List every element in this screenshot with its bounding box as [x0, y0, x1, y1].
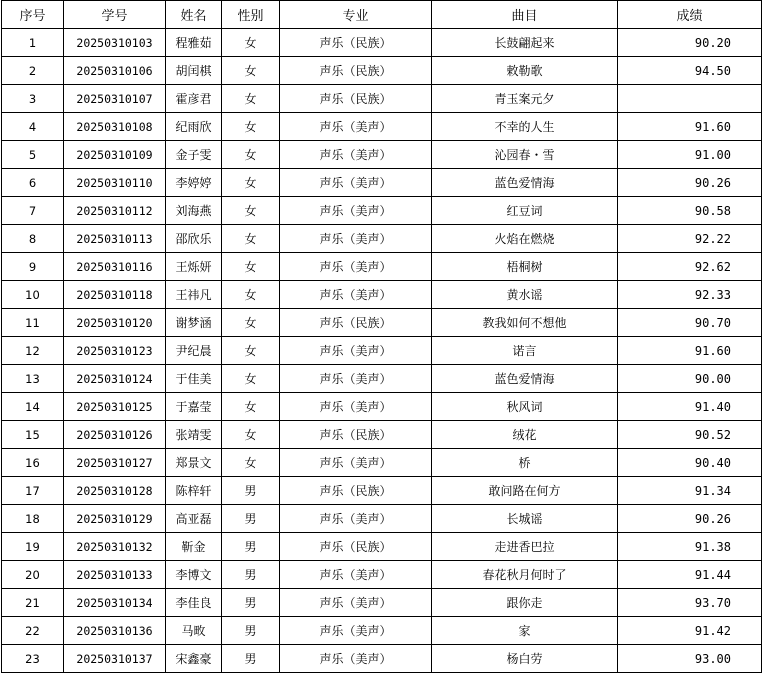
cell-index: 8 [2, 225, 64, 253]
cell-name: 李博文 [166, 561, 222, 589]
cell-major: 声乐（美声） [280, 449, 432, 477]
cell-score: 91.40 [618, 393, 762, 421]
table-row [2, 477, 762, 505]
header-piece: 曲目 [432, 1, 618, 29]
cell-student-id: 20250310126 [64, 421, 166, 449]
cell-score: 91.60 [618, 113, 762, 141]
cell-student-id: 20250310108 [64, 113, 166, 141]
header-index: 序号 [2, 1, 64, 29]
cell-index: 16 [2, 449, 64, 477]
cell-gender: 女 [222, 449, 280, 477]
cell-index: 4 [2, 113, 64, 141]
cell-student-id: 20250310113 [64, 225, 166, 253]
cell-score: 94.50 [618, 57, 762, 85]
cell-student-id: 20250310123 [64, 337, 166, 365]
cell-major: 声乐（美声） [280, 505, 432, 533]
cell-piece: 沁园春・雪 [432, 141, 618, 169]
cell-gender: 女 [222, 365, 280, 393]
cell-major: 声乐（美声） [280, 197, 432, 225]
cell-index: 2 [2, 57, 64, 85]
cell-piece: 长城谣 [432, 505, 618, 533]
cell-piece: 黄水谣 [432, 281, 618, 309]
cell-name: 邵欣乐 [166, 225, 222, 253]
table-row [2, 337, 762, 365]
cell-student-id: 20250310129 [64, 505, 166, 533]
cell-name: 张靖雯 [166, 421, 222, 449]
cell-gender: 女 [222, 253, 280, 281]
cell-name: 霍彦君 [166, 85, 222, 113]
table-row [2, 169, 762, 197]
cell-score: 90.20 [618, 29, 762, 57]
cell-major: 声乐（美声） [280, 253, 432, 281]
cell-score: 92.33 [618, 281, 762, 309]
cell-major: 声乐（民族） [280, 29, 432, 57]
cell-student-id: 20250310120 [64, 309, 166, 337]
cell-name: 王祎凡 [166, 281, 222, 309]
cell-student-id: 20250310137 [64, 645, 166, 673]
cell-piece: 家 [432, 617, 618, 645]
cell-index: 20 [2, 561, 64, 589]
cell-gender: 男 [222, 533, 280, 561]
cell-score: 91.42 [618, 617, 762, 645]
cell-piece: 火焰在燃烧 [432, 225, 618, 253]
cell-score: 90.58 [618, 197, 762, 225]
cell-index: 23 [2, 645, 64, 673]
cell-student-id: 20250310136 [64, 617, 166, 645]
cell-student-id: 20250310128 [64, 477, 166, 505]
cell-index: 12 [2, 337, 64, 365]
score-table [1, 0, 762, 673]
table-row [2, 365, 762, 393]
cell-score [618, 85, 762, 113]
cell-score: 90.52 [618, 421, 762, 449]
cell-piece: 秋风词 [432, 393, 618, 421]
cell-student-id: 20250310127 [64, 449, 166, 477]
table-row [2, 421, 762, 449]
cell-piece: 青玉案元夕 [432, 85, 618, 113]
cell-piece: 敕勒歌 [432, 57, 618, 85]
cell-score: 92.22 [618, 225, 762, 253]
cell-index: 9 [2, 253, 64, 281]
cell-major: 声乐（美声） [280, 113, 432, 141]
cell-major: 声乐（美声） [280, 393, 432, 421]
cell-student-id: 20250310132 [64, 533, 166, 561]
cell-name: 王烁妍 [166, 253, 222, 281]
table-row [2, 561, 762, 589]
cell-name: 金子雯 [166, 141, 222, 169]
cell-piece: 跟你走 [432, 589, 618, 617]
cell-gender: 女 [222, 141, 280, 169]
cell-index: 5 [2, 141, 64, 169]
cell-major: 声乐（美声） [280, 645, 432, 673]
cell-piece: 敢问路在何方 [432, 477, 618, 505]
cell-gender: 女 [222, 421, 280, 449]
cell-name: 尹纪晨 [166, 337, 222, 365]
table-row [2, 645, 762, 673]
table-row [2, 113, 762, 141]
cell-index: 22 [2, 617, 64, 645]
cell-major: 声乐（美声） [280, 141, 432, 169]
cell-student-id: 20250310116 [64, 253, 166, 281]
table-row [2, 449, 762, 477]
cell-score: 91.38 [618, 533, 762, 561]
cell-gender: 男 [222, 477, 280, 505]
cell-student-id: 20250310124 [64, 365, 166, 393]
table-row [2, 253, 762, 281]
cell-index: 18 [2, 505, 64, 533]
cell-name: 于佳美 [166, 365, 222, 393]
cell-student-id: 20250310103 [64, 29, 166, 57]
table-row [2, 225, 762, 253]
table-row [2, 589, 762, 617]
cell-gender: 女 [222, 113, 280, 141]
table-row [2, 29, 762, 57]
cell-index: 3 [2, 85, 64, 113]
cell-name: 李婷婷 [166, 169, 222, 197]
cell-student-id: 20250310109 [64, 141, 166, 169]
cell-major: 声乐（美声） [280, 589, 432, 617]
cell-major: 声乐（美声） [280, 169, 432, 197]
cell-major: 声乐（民族） [280, 85, 432, 113]
header-row [2, 1, 762, 29]
cell-major: 声乐（美声） [280, 337, 432, 365]
cell-score: 91.60 [618, 337, 762, 365]
cell-name: 纪雨欣 [166, 113, 222, 141]
cell-major: 声乐（民族） [280, 57, 432, 85]
cell-gender: 女 [222, 225, 280, 253]
cell-index: 11 [2, 309, 64, 337]
cell-name: 郑景文 [166, 449, 222, 477]
cell-major: 声乐（美声） [280, 281, 432, 309]
cell-piece: 桥 [432, 449, 618, 477]
cell-name: 于嘉莹 [166, 393, 222, 421]
table-row [2, 617, 762, 645]
cell-gender: 女 [222, 393, 280, 421]
cell-name: 刘海燕 [166, 197, 222, 225]
cell-gender: 男 [222, 505, 280, 533]
cell-student-id: 20250310112 [64, 197, 166, 225]
table-body [2, 29, 762, 673]
cell-student-id: 20250310133 [64, 561, 166, 589]
cell-gender: 男 [222, 561, 280, 589]
cell-major: 声乐（美声） [280, 617, 432, 645]
cell-gender: 女 [222, 169, 280, 197]
table-row [2, 309, 762, 337]
cell-major: 声乐（民族） [280, 477, 432, 505]
cell-score: 90.40 [618, 449, 762, 477]
cell-major: 声乐（民族） [280, 421, 432, 449]
cell-piece: 长鼓翩起来 [432, 29, 618, 57]
cell-gender: 男 [222, 589, 280, 617]
cell-index: 10 [2, 281, 64, 309]
table-row [2, 393, 762, 421]
cell-index: 7 [2, 197, 64, 225]
table-row [2, 281, 762, 309]
table-row [2, 197, 762, 225]
cell-student-id: 20250310107 [64, 85, 166, 113]
table-row [2, 141, 762, 169]
cell-gender: 女 [222, 281, 280, 309]
cell-piece: 红豆词 [432, 197, 618, 225]
cell-major: 声乐（民族） [280, 309, 432, 337]
cell-gender: 男 [222, 645, 280, 673]
cell-score: 90.70 [618, 309, 762, 337]
cell-major: 声乐（美声） [280, 225, 432, 253]
cell-piece: 绒花 [432, 421, 618, 449]
header-student-id: 学号 [64, 1, 166, 29]
cell-score: 91.34 [618, 477, 762, 505]
header-gender: 性别 [222, 1, 280, 29]
cell-gender: 女 [222, 85, 280, 113]
cell-index: 19 [2, 533, 64, 561]
cell-score: 90.26 [618, 505, 762, 533]
cell-name: 谢梦涵 [166, 309, 222, 337]
cell-piece: 诺言 [432, 337, 618, 365]
cell-student-id: 20250310134 [64, 589, 166, 617]
cell-score: 91.44 [618, 561, 762, 589]
cell-gender: 女 [222, 309, 280, 337]
cell-piece: 春花秋月何时了 [432, 561, 618, 589]
cell-index: 17 [2, 477, 64, 505]
cell-index: 21 [2, 589, 64, 617]
cell-index: 1 [2, 29, 64, 57]
cell-score: 93.00 [618, 645, 762, 673]
cell-name: 靳金 [166, 533, 222, 561]
cell-piece: 蓝色爱情海 [432, 365, 618, 393]
cell-major: 声乐（美声） [280, 561, 432, 589]
cell-name: 宋鑫豪 [166, 645, 222, 673]
cell-name: 高亚磊 [166, 505, 222, 533]
cell-index: 15 [2, 421, 64, 449]
table-row [2, 57, 762, 85]
cell-piece: 蓝色爱情海 [432, 169, 618, 197]
cell-piece: 杨白劳 [432, 645, 618, 673]
cell-index: 13 [2, 365, 64, 393]
cell-score: 91.00 [618, 141, 762, 169]
cell-student-id: 20250310110 [64, 169, 166, 197]
cell-score: 90.26 [618, 169, 762, 197]
header-score: 成绩 [618, 1, 762, 29]
cell-name: 程雅茹 [166, 29, 222, 57]
cell-name: 胡闰棋 [166, 57, 222, 85]
cell-name: 陈梓轩 [166, 477, 222, 505]
cell-major: 声乐（民族） [280, 533, 432, 561]
cell-name: 马畋 [166, 617, 222, 645]
table-row [2, 533, 762, 561]
cell-score: 90.00 [618, 365, 762, 393]
cell-name: 李佳良 [166, 589, 222, 617]
header-name: 姓名 [166, 1, 222, 29]
cell-piece: 走进香巴拉 [432, 533, 618, 561]
cell-piece: 不幸的人生 [432, 113, 618, 141]
cell-index: 14 [2, 393, 64, 421]
table-row [2, 85, 762, 113]
cell-gender: 男 [222, 617, 280, 645]
table-row [2, 505, 762, 533]
cell-score: 93.70 [618, 589, 762, 617]
cell-piece: 梧桐树 [432, 253, 618, 281]
cell-student-id: 20250310125 [64, 393, 166, 421]
cell-index: 6 [2, 169, 64, 197]
cell-gender: 女 [222, 197, 280, 225]
cell-gender: 女 [222, 29, 280, 57]
cell-score: 92.62 [618, 253, 762, 281]
cell-student-id: 20250310106 [64, 57, 166, 85]
cell-major: 声乐（美声） [280, 365, 432, 393]
cell-gender: 女 [222, 337, 280, 365]
header-major: 专业 [280, 1, 432, 29]
cell-gender: 女 [222, 57, 280, 85]
cell-student-id: 20250310118 [64, 281, 166, 309]
cell-piece: 教我如何不想他 [432, 309, 618, 337]
